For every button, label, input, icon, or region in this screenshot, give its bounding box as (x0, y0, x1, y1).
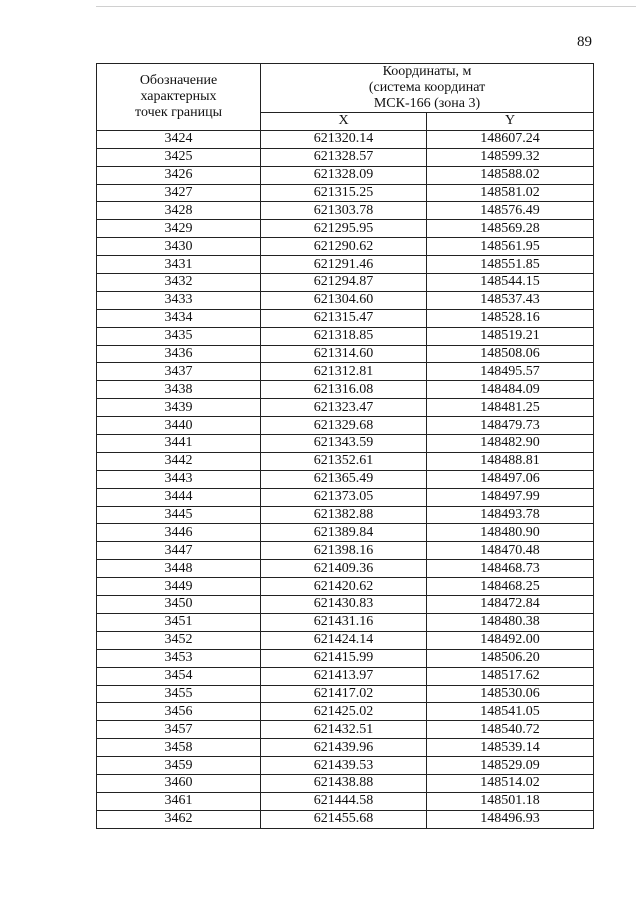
point-id-cell: 3441 (97, 435, 261, 453)
point-id-cell: 3443 (97, 470, 261, 488)
page-number: 89 (577, 34, 592, 50)
x-coordinate-cell: 621431.16 (261, 613, 427, 631)
y-coordinate-cell: 148493.78 (427, 506, 594, 524)
table-body (97, 130, 594, 828)
table-row (97, 560, 594, 578)
point-id-cell: 3433 (97, 291, 261, 309)
y-coordinate-cell: 148581.02 (427, 184, 594, 202)
x-coordinate-cell: 621328.57 (261, 148, 427, 166)
x-coordinate-cell: 621424.14 (261, 631, 427, 649)
y-coordinate-cell: 148482.90 (427, 435, 594, 453)
table-row (97, 596, 594, 614)
x-coordinate-cell: 621343.59 (261, 435, 427, 453)
table-row (97, 327, 594, 345)
y-coordinate-cell: 148497.99 (427, 488, 594, 506)
x-coordinate-cell: 621417.02 (261, 685, 427, 703)
x-coordinate-cell: 621329.68 (261, 417, 427, 435)
x-coordinate-cell: 621294.87 (261, 274, 427, 292)
point-id-cell: 3451 (97, 613, 261, 631)
x-coordinate-cell: 621455.68 (261, 810, 427, 828)
point-id-cell: 3450 (97, 596, 261, 614)
x-coordinate-cell: 621318.85 (261, 327, 427, 345)
table-row (97, 792, 594, 810)
x-coordinate-cell: 621304.60 (261, 291, 427, 309)
x-coordinate-cell: 621389.84 (261, 524, 427, 542)
table-row (97, 309, 594, 327)
coordinates-header (261, 64, 594, 113)
x-coordinate-cell: 621352.61 (261, 452, 427, 470)
y-coordinate-cell: 148544.15 (427, 274, 594, 292)
coordinates-label-line: (система координат (368, 80, 486, 95)
y-coordinate-cell: 148480.38 (427, 613, 594, 631)
x-coordinate-cell: 621315.25 (261, 184, 427, 202)
y-coordinate-cell: 148599.32 (427, 148, 594, 166)
point-id-cell: 3432 (97, 274, 261, 292)
table-row (97, 256, 594, 274)
table-row (97, 291, 594, 309)
point-id-cell: 3440 (97, 417, 261, 435)
top-rule (96, 6, 636, 7)
x-coordinate-cell: 621413.97 (261, 667, 427, 685)
table-row (97, 470, 594, 488)
point-id-cell: 3452 (97, 631, 261, 649)
point-id-cell: 3436 (97, 345, 261, 363)
point-id-cell: 3455 (97, 685, 261, 703)
x-coordinate-cell: 621439.96 (261, 739, 427, 757)
point-id-cell: 3435 (97, 327, 261, 345)
point-id-cell: 3449 (97, 578, 261, 596)
point-id-cell: 3448 (97, 560, 261, 578)
table-row (97, 345, 594, 363)
y-coordinate-cell: 148588.02 (427, 166, 594, 184)
table-row (97, 810, 594, 828)
y-coordinate-cell: 148528.16 (427, 309, 594, 327)
table-row (97, 739, 594, 757)
y-coordinate-cell: 148480.90 (427, 524, 594, 542)
x-coordinate-cell: 621432.51 (261, 721, 427, 739)
y-coordinate-cell: 148551.85 (427, 256, 594, 274)
y-coordinate-cell: 148576.49 (427, 202, 594, 220)
y-coordinate-cell: 148607.24 (427, 130, 594, 148)
y-column-header: Y (427, 113, 594, 131)
x-coordinate-cell: 621430.83 (261, 596, 427, 614)
x-coordinate-cell: 621290.62 (261, 238, 427, 256)
table-row (97, 667, 594, 685)
point-id-cell: 3458 (97, 739, 261, 757)
table-row (97, 774, 594, 792)
point-id-cell: 3462 (97, 810, 261, 828)
y-coordinate-cell: 148468.73 (427, 560, 594, 578)
table-row (97, 417, 594, 435)
table-row (97, 721, 594, 739)
table-row (97, 542, 594, 560)
y-coordinate-cell: 148484.09 (427, 381, 594, 399)
point-id-cell: 3439 (97, 399, 261, 417)
x-coordinate-cell: 621438.88 (261, 774, 427, 792)
x-coordinate-cell: 621316.08 (261, 381, 427, 399)
x-coordinate-cell: 621420.62 (261, 578, 427, 596)
point-id-cell: 3445 (97, 506, 261, 524)
y-coordinate-cell: 148495.57 (427, 363, 594, 381)
point-id-cell: 3431 (97, 256, 261, 274)
y-coordinate-cell: 148497.06 (427, 470, 594, 488)
point-id-cell: 3442 (97, 452, 261, 470)
table-row (97, 703, 594, 721)
table-row (97, 363, 594, 381)
table-row (97, 381, 594, 399)
table-row (97, 166, 594, 184)
point-id-cell: 3446 (97, 524, 261, 542)
coordinates-label-line: Координаты, м (382, 64, 472, 79)
y-coordinate-cell: 148514.02 (427, 774, 594, 792)
x-coordinate-cell: 621382.88 (261, 506, 427, 524)
y-coordinate-cell: 148506.20 (427, 649, 594, 667)
table-header (97, 64, 594, 131)
x-coordinate-cell: 621409.36 (261, 560, 427, 578)
point-id-cell: 3447 (97, 542, 261, 560)
point-id-cell: 3429 (97, 220, 261, 238)
coordinates-label-line: МСК-166 (зона 3) (373, 96, 481, 111)
x-coordinate-cell: 621295.95 (261, 220, 427, 238)
x-column-header: X (261, 113, 427, 131)
table-row (97, 631, 594, 649)
x-coordinate-cell: 621398.16 (261, 542, 427, 560)
table-row (97, 435, 594, 453)
table-row (97, 399, 594, 417)
x-coordinate-cell: 621312.81 (261, 363, 427, 381)
point-id-cell: 3460 (97, 774, 261, 792)
y-coordinate-cell: 148488.81 (427, 452, 594, 470)
y-coordinate-cell: 148540.72 (427, 721, 594, 739)
table-row (97, 274, 594, 292)
point-id-cell: 3426 (97, 166, 261, 184)
x-coordinate-cell: 621373.05 (261, 488, 427, 506)
point-label-header (97, 64, 261, 131)
y-coordinate-cell: 148501.18 (427, 792, 594, 810)
x-coordinate-cell: 621314.60 (261, 345, 427, 363)
point-label-line: характерных (140, 88, 217, 104)
point-id-cell: 3457 (97, 721, 261, 739)
y-coordinate-cell: 148569.28 (427, 220, 594, 238)
table-row (97, 202, 594, 220)
x-coordinate-cell: 621425.02 (261, 703, 427, 721)
table-row (97, 757, 594, 775)
table-row (97, 685, 594, 703)
x-coordinate-cell: 621328.09 (261, 166, 427, 184)
y-coordinate-cell: 148492.00 (427, 631, 594, 649)
table-row (97, 220, 594, 238)
point-label-line: Обозначение (139, 72, 218, 88)
coordinates-table (96, 63, 594, 829)
table-row (97, 238, 594, 256)
y-coordinate-cell: 148537.43 (427, 291, 594, 309)
y-coordinate-cell: 148470.48 (427, 542, 594, 560)
x-coordinate-cell: 621439.53 (261, 757, 427, 775)
point-id-cell: 3430 (97, 238, 261, 256)
point-id-cell: 3425 (97, 148, 261, 166)
y-coordinate-cell: 148541.05 (427, 703, 594, 721)
table-row (97, 184, 594, 202)
table-row (97, 148, 594, 166)
table-row (97, 613, 594, 631)
point-id-cell: 3453 (97, 649, 261, 667)
x-coordinate-cell: 621365.49 (261, 470, 427, 488)
x-coordinate-cell: 621415.99 (261, 649, 427, 667)
x-coordinate-cell: 621323.47 (261, 399, 427, 417)
x-coordinate-cell: 621320.14 (261, 130, 427, 148)
y-coordinate-cell: 148472.84 (427, 596, 594, 614)
point-id-cell: 3427 (97, 184, 261, 202)
point-id-cell: 3444 (97, 488, 261, 506)
x-coordinate-cell: 621444.58 (261, 792, 427, 810)
y-coordinate-cell: 148496.93 (427, 810, 594, 828)
point-id-cell: 3424 (97, 130, 261, 148)
table-row (97, 578, 594, 596)
y-coordinate-cell: 148519.21 (427, 327, 594, 345)
point-id-cell: 3428 (97, 202, 261, 220)
x-coordinate-cell: 621315.47 (261, 309, 427, 327)
table-row (97, 130, 594, 148)
y-coordinate-cell: 148517.62 (427, 667, 594, 685)
y-coordinate-cell: 148479.73 (427, 417, 594, 435)
y-coordinate-cell: 148561.95 (427, 238, 594, 256)
table-row (97, 649, 594, 667)
point-id-cell: 3437 (97, 363, 261, 381)
x-coordinate-cell: 621291.46 (261, 256, 427, 274)
point-id-cell: 3461 (97, 792, 261, 810)
table-row (97, 524, 594, 542)
table-row (97, 452, 594, 470)
y-coordinate-cell: 148481.25 (427, 399, 594, 417)
point-id-cell: 3456 (97, 703, 261, 721)
point-id-cell: 3459 (97, 757, 261, 775)
y-coordinate-cell: 148508.06 (427, 345, 594, 363)
y-coordinate-cell: 148530.06 (427, 685, 594, 703)
point-label-line: точек границы (135, 104, 222, 120)
table-row (97, 488, 594, 506)
point-id-cell: 3438 (97, 381, 261, 399)
x-coordinate-cell: 621303.78 (261, 202, 427, 220)
point-id-cell: 3434 (97, 309, 261, 327)
point-id-cell: 3454 (97, 667, 261, 685)
y-coordinate-cell: 148529.09 (427, 757, 594, 775)
y-coordinate-cell: 148539.14 (427, 739, 594, 757)
y-coordinate-cell: 148468.25 (427, 578, 594, 596)
table-row (97, 506, 594, 524)
